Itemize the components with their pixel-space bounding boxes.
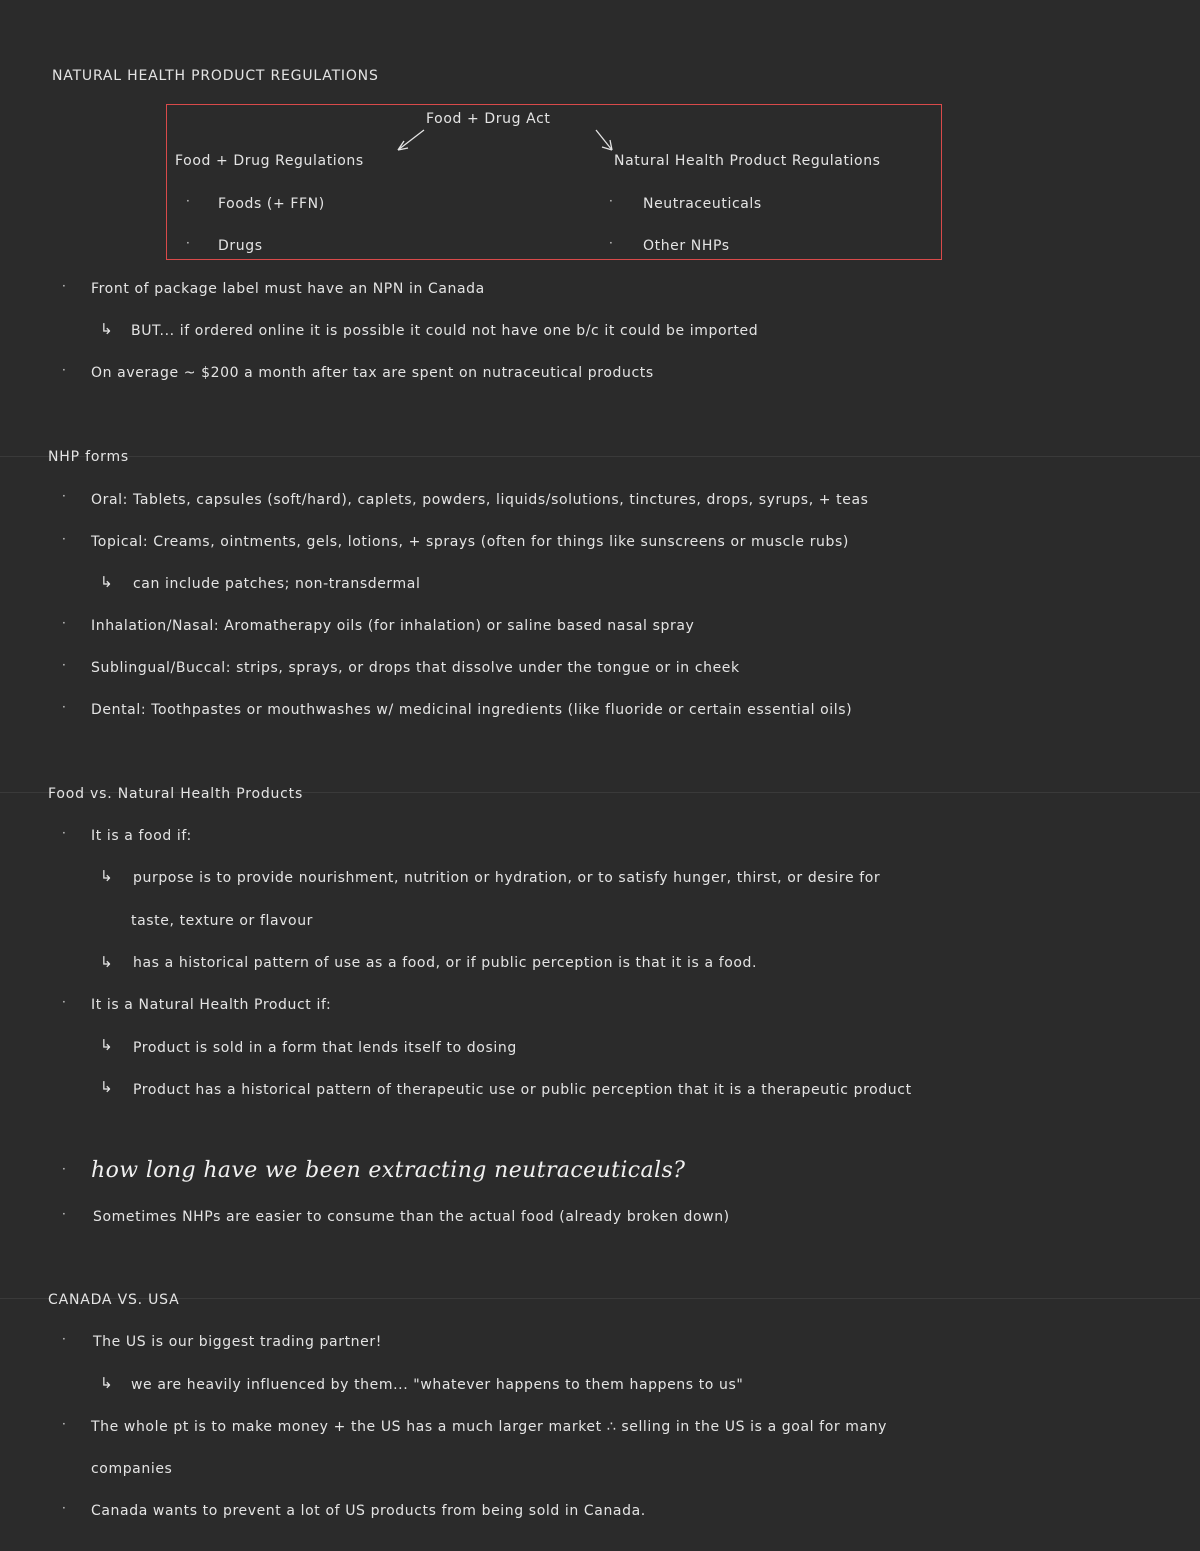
section-heading: NHP forms xyxy=(48,449,130,465)
bullet-icon: · xyxy=(62,1162,66,1176)
bullet-icon: · xyxy=(62,1207,66,1221)
note-line: has a historical pattern of use as a food, or if public perception is that it is a food. xyxy=(133,955,758,971)
note-line: taste, texture or flavour xyxy=(131,913,314,929)
bullet-icon: · xyxy=(62,1332,66,1346)
sub-arrow-icon: ↳ xyxy=(100,573,113,591)
bullet-icon: · xyxy=(62,826,66,840)
note-line: It is a food if: xyxy=(91,828,192,844)
note-line: BUT... if ordered online it is possible it could not have one b/c it could be imported xyxy=(131,323,759,339)
bullet-icon: · xyxy=(62,700,66,714)
diagram-right-item: Other NHPs xyxy=(643,238,730,254)
note-line: Topical: Creams, ointments, gels, lotions, + sprays (often for things like sunscreens or muscle rubs) xyxy=(91,534,849,550)
bullet-icon: · xyxy=(62,995,66,1009)
section-divider xyxy=(0,456,1200,457)
note-line: The US is our biggest trading partner! xyxy=(93,1334,382,1350)
note-line: purpose is to provide nourishment, nutrition or hydration, or to satisfy hunger, thirst, or desire for xyxy=(133,870,881,886)
page-title: NATURAL HEALTH PRODUCT REGULATIONS xyxy=(52,68,379,84)
bullet-icon: · xyxy=(186,236,190,250)
note-line: On average ~ $200 a month after tax are spent on nutraceutical products xyxy=(91,365,654,381)
note-line: Canada wants to prevent a lot of US products from being sold in Canada. xyxy=(91,1503,646,1519)
sub-arrow-icon: ↳ xyxy=(100,1078,113,1096)
diagram-arrows xyxy=(0,0,1200,300)
note-line: Inhalation/Nasal: Aromatherapy oils (for inhalation) or saline based nasal spray xyxy=(91,618,695,634)
bullet-icon: · xyxy=(62,489,66,503)
bullet-icon: · xyxy=(609,194,613,208)
sub-arrow-icon: ↳ xyxy=(100,1374,113,1392)
section-heading: Food vs. Natural Health Products xyxy=(48,786,304,802)
sub-arrow-icon: ↳ xyxy=(100,320,113,338)
bullet-icon: · xyxy=(186,194,190,208)
diagram-left-title: Food + Drug Regulations xyxy=(175,153,364,169)
diagram-right-item: Neutraceuticals xyxy=(643,196,762,212)
bullet-icon: · xyxy=(609,236,613,250)
note-line: can include patches; non-transdermal xyxy=(133,576,421,592)
question-line: how long have we been extracting neutraceuticals? xyxy=(91,1158,686,1183)
bullet-icon: · xyxy=(62,363,66,377)
diagram-root: Food + Drug Act xyxy=(426,111,551,127)
sub-arrow-icon: ↳ xyxy=(100,1036,113,1054)
note-line: Sometimes NHPs are easier to consume than the actual food (already broken down) xyxy=(93,1209,730,1225)
sub-arrow-icon: ↳ xyxy=(100,953,113,971)
diagram-left-item: Foods (+ FFN) xyxy=(218,196,325,212)
note-line: Oral: Tablets, capsules (soft/hard), caplets, powders, liquids/solutions, tinctures, drops, syrups, + teas xyxy=(91,492,869,508)
note-line: companies xyxy=(91,1461,173,1477)
section-heading: CANADA VS. USA xyxy=(48,1292,180,1308)
bullet-icon: · xyxy=(62,532,66,546)
bullet-icon: · xyxy=(62,1501,66,1515)
note-line: Product is sold in a form that lends itself to dosing xyxy=(133,1040,517,1056)
note-line: It is a Natural Health Product if: xyxy=(91,997,332,1013)
section-divider xyxy=(0,1298,1200,1299)
diagram-left-item: Drugs xyxy=(218,238,263,254)
note-line: Dental: Toothpastes or mouthwashes w/ medicinal ingredients (like fluoride or certain essential oils) xyxy=(91,702,853,718)
note-line: Product has a historical pattern of therapeutic use or public perception that it is a therapeutic product xyxy=(133,1082,912,1098)
left-branch-arrow xyxy=(398,130,424,150)
diagram-right-title: Natural Health Product Regulations xyxy=(614,153,881,169)
bullet-icon: · xyxy=(62,279,66,293)
note-line: Front of package label must have an NPN in Canada xyxy=(91,281,485,297)
note-line: Sublingual/Buccal: strips, sprays, or drops that dissolve under the tongue or in cheek xyxy=(91,660,740,676)
note-line: The whole pt is to make money + the US has a much larger market ∴ selling in the US is a goal for many xyxy=(91,1419,888,1435)
bullet-icon: · xyxy=(62,1417,66,1431)
bullet-icon: · xyxy=(62,658,66,672)
sub-arrow-icon: ↳ xyxy=(100,867,113,885)
bullet-icon: · xyxy=(62,616,66,630)
note-line: we are heavily influenced by them... "whatever happens to them happens to us" xyxy=(131,1377,744,1393)
